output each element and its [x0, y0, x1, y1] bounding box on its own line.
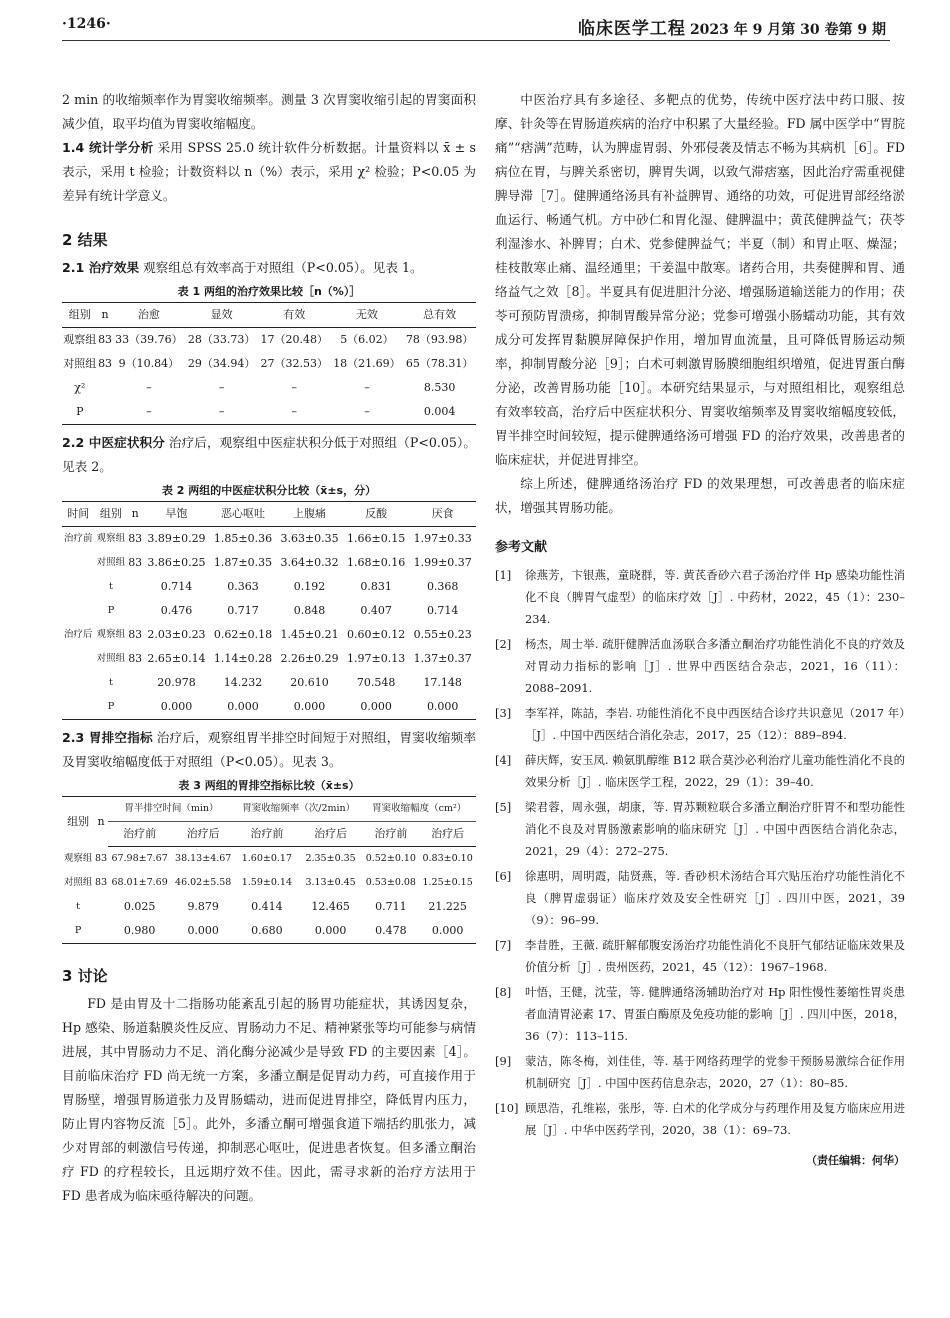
s23-text: 治疗后，观察组胃半排空时间短于对照组，胃窦收缩频率及胃窦收缩幅度低于对照组（P<0.05）。见表 3。	[62, 730, 476, 769]
table3-n-header: n	[94, 797, 108, 847]
table3-header-amplitude: 胃窦收缩幅度（cm²）	[362, 797, 476, 822]
table3-header-top	[62, 797, 476, 822]
table-row	[62, 647, 476, 671]
table-cell: 0.62±0.18	[213, 628, 273, 641]
table2-header-cell: 恶心呕吐	[210, 502, 277, 527]
table2-header-cell: 早饱	[143, 502, 210, 527]
reference-item	[495, 796, 905, 862]
table-row	[62, 847, 476, 872]
reference-number: [5]	[495, 800, 512, 814]
reference-text: 李军祥，陈詰，李岩. 功能性消化不良中西医结合诊疗共识意见（2017 年）［J］. 中国中西医结合消化杂志，2017，25（12）：889–894.	[525, 706, 905, 742]
table-cell: 对照组	[96, 557, 126, 568]
table-cell: 9（10.84）	[118, 357, 180, 370]
table-cell: 5（6.02）	[340, 333, 394, 346]
table-cell: 70.548	[356, 676, 396, 689]
reference-text: 杨杰，周士举. 疏肝健脾活血汤联合多潘立酮治疗功能性消化不良的疗效及对胃动力指标的影响［J］. 世界中西医结合杂志，2021，16（11）：2088–2091.	[525, 637, 905, 695]
table-cell: 0.53±0.08	[365, 877, 416, 888]
table-cell: 0.000	[299, 919, 363, 944]
reference-text: 叶悟，王健，沈莹，等. 健脾通络汤辅助治疗对 Hp 阳性慢性萎缩性胃炎患者血清胃泌素 17、胃蛋白酶原及免疫功能的影响［J］. 四川中医，2018，36（7）：113–115.	[525, 985, 905, 1043]
table2	[62, 501, 476, 720]
right-column	[495, 88, 905, 1173]
table-cell	[62, 575, 95, 599]
table-cell: 67.98±7.67	[111, 853, 168, 864]
table-row	[62, 695, 476, 720]
table1-header-cell: 显效	[185, 303, 258, 328]
table-cell: 1.60±0.17	[241, 853, 292, 864]
table3-subheader-cell: 治疗后	[299, 822, 363, 847]
table-row	[62, 400, 476, 425]
table-cell: 83	[128, 628, 143, 641]
reference-text: 顾思浩，孔维崧，张彤，等. 白术的化学成分与药理作用及复方临床应用进展［J］. 中华中医药学刊，2020，38（1）：69–73.	[525, 1101, 905, 1137]
table-cell	[98, 376, 113, 400]
table-row	[62, 919, 476, 944]
table-cell: 0.000	[343, 695, 410, 720]
s21-heading: 2.1 治疗效果	[62, 260, 140, 275]
table-cell: 0.55±0.23	[413, 628, 472, 641]
table-cell: 0.711	[375, 900, 407, 913]
table-cell: 29（34.94）	[187, 357, 256, 370]
reference-number: [6]	[495, 869, 512, 883]
table1-header-cell: 组别	[62, 303, 98, 328]
table-cell: 0.680	[235, 919, 299, 944]
stat-heading: 1.4 统计学分析	[62, 140, 154, 155]
reference-number: [1]	[495, 568, 512, 582]
reference-number: [2]	[495, 637, 512, 651]
table-cell: 1.97±0.13	[347, 652, 406, 665]
table-cell	[62, 647, 95, 671]
table-cell: P	[62, 919, 94, 944]
responsible-editor: （责任编辑：何华）	[806, 1154, 905, 1167]
table-cell: 0.407	[360, 604, 392, 617]
table-cell	[62, 671, 95, 695]
reference-text: 薛庆辉，安玉凤. 赖氨肌醇维 B12 联合莫沙必利治疗儿童功能性消化不良的效果分析［J］. 临床医学工程，2022，29（1）：39–40.	[525, 753, 905, 789]
journal-header	[578, 14, 886, 39]
table-cell: –	[113, 400, 186, 425]
stat-text: 采用 SPSS 25.0 统计软件分析数据。计量资料以 x̄ ± s 表示，采用 t 检验；计数资料以 n（%）表示，采用 χ² 检验；P<0.05 为差异有统计学意义。	[62, 140, 477, 203]
table-cell: –	[258, 400, 331, 425]
discussion-heading: 3 讨论	[62, 967, 108, 985]
table-cell: 46.02±5.58	[175, 877, 232, 888]
table-cell: 1.45±0.21	[280, 628, 339, 641]
table-cell: 38.13±4.67	[175, 853, 232, 864]
table3-subheader	[62, 822, 476, 847]
reference-list	[495, 564, 905, 1141]
table-cell: 0.368	[426, 580, 459, 593]
reference-item	[495, 981, 905, 1047]
table2-header	[62, 502, 476, 527]
reference-item	[495, 934, 905, 978]
table-cell: –	[364, 381, 370, 394]
table-cell	[127, 599, 143, 623]
table-cell: 0.025	[123, 900, 156, 913]
table1-caption: 表 1 两组的治疗效果比较［n（%）］	[177, 285, 361, 298]
table-cell: 3.63±0.35	[280, 532, 339, 545]
table-cell: 对照组	[96, 653, 126, 664]
table-cell: 0.000	[171, 919, 235, 944]
table-cell: 0.83±0.10	[422, 853, 473, 864]
table3-group-header: 组别	[62, 797, 94, 847]
table-cell: 3.89±0.29	[147, 532, 206, 545]
reference-text: 蒙洁，陈冬梅，刘佳佳，等. 基于网络药理学的党参干预肠易激综合征作用机制研究［J］. 中国中医药信息杂志，2020，27（1）：80–85.	[525, 1054, 905, 1090]
table-cell: 83	[128, 652, 143, 665]
table3	[62, 796, 476, 944]
left-column	[62, 88, 476, 1208]
table-cell	[127, 575, 143, 599]
reference-item	[495, 633, 905, 699]
table-cell: 1.14±0.28	[213, 652, 273, 665]
reference-item	[495, 1097, 905, 1141]
table-cell: 治疗后	[64, 629, 93, 640]
reference-number: [10]	[495, 1101, 519, 1115]
table-cell: 0.004	[403, 400, 476, 425]
table-cell: 83	[94, 877, 108, 888]
table-row	[62, 599, 476, 623]
table-cell: 2.26±0.29	[280, 652, 339, 665]
reference-number: [3]	[495, 706, 512, 720]
table-cell: 20.610	[290, 676, 329, 689]
references-heading: 参考文献	[495, 540, 548, 555]
s23-heading: 2.3 胃排空指标	[62, 730, 153, 745]
table-cell: 1.87±0.35	[213, 556, 273, 569]
reference-text: 徐惠明，周明霞，陆贤燕，等. 香砂枳术汤结合耳穴贴压治疗功能性消化不良（脾胃虚弱证）临床疗效及安全性研究［J］. 四川中医，2021，39（9）：96–99.	[525, 869, 905, 927]
header-rule	[62, 40, 890, 41]
table-cell: P	[62, 400, 98, 425]
s22-heading: 2.2 中医症状积分	[62, 435, 165, 450]
reference-item	[495, 564, 905, 630]
table-cell: t	[76, 901, 80, 912]
table-cell: 0.000	[143, 695, 210, 720]
table-row	[62, 376, 476, 400]
reference-item	[495, 1050, 905, 1094]
reference-text: 梁君蓉，周永强，胡康，等. 胃苏颗粒联合多潘立酮治疗肝胃不和型功能性消化不良及对胃肠激素影响的临床研究［J］. 中国中西医结合消化杂志，2021，29（4）：272–275.	[525, 800, 905, 858]
table-cell: 0.000	[409, 695, 476, 720]
table-cell: 83	[128, 532, 143, 545]
table-cell: 0.980	[108, 919, 172, 944]
table-cell: 治疗前	[64, 533, 93, 544]
table-cell: 2.65±0.14	[147, 652, 206, 665]
page-number: ·1246·	[62, 16, 111, 32]
table-cell	[98, 400, 113, 425]
table-cell: χ²	[74, 381, 86, 394]
journal-issue: 2023 年 9 月第 30 卷第 9 期	[689, 22, 886, 38]
table-cell: 0.476	[160, 604, 193, 617]
table3-subheader-cell: 治疗前	[108, 822, 172, 847]
table-cell: 3.13±0.45	[305, 877, 356, 888]
table-cell: 83	[98, 357, 113, 370]
table-cell: 28（33.73）	[187, 333, 256, 346]
methods-continued: 2 min 的收缩频率作为胃窦收缩频率。测量 3 次胃窦收缩引起的胃窦面积减少值，取平均值为胃窦收缩幅度。	[62, 92, 476, 131]
table-row	[62, 527, 476, 552]
table-cell: 8.530	[423, 381, 456, 394]
table3-caption: 表 3 两组的胃排空指标比较（x̄±s）	[178, 779, 360, 792]
table-cell	[94, 895, 108, 919]
table3-subheader-cell: 治疗前	[235, 822, 299, 847]
table-cell: P	[95, 695, 128, 720]
table-cell: 观察组	[63, 333, 97, 346]
table-cell: t	[108, 581, 113, 592]
table-cell	[62, 599, 95, 623]
s22-text: 治疗后，观察组中医症状积分低于对照组（P<0.05）。见表 2。	[62, 435, 476, 474]
table-cell: 观察组	[96, 629, 126, 640]
table2-header-cell: 组别	[95, 502, 128, 527]
table2-caption: 表 2 两组的中医症状积分比较（x̄±s，分）	[161, 484, 377, 497]
table-cell: 12.465	[311, 900, 350, 913]
table-cell: 3.64±0.32	[280, 556, 339, 569]
table2-header-cell: n	[127, 502, 143, 527]
table-cell: 21.225	[428, 900, 467, 913]
table1-header-cell: 治愈	[113, 303, 186, 328]
table-cell: 0.192	[293, 580, 326, 593]
table3-subheader-cell: 治疗前	[362, 822, 419, 847]
table2-header-cell: 上腹痛	[276, 502, 343, 527]
table-cell: 83	[128, 556, 143, 569]
table-cell: 0.831	[360, 580, 392, 593]
table-cell: 1.68±0.16	[347, 556, 406, 569]
reference-number: [9]	[495, 1054, 512, 1068]
table-cell: 27（32.53）	[260, 357, 329, 370]
table2-header-cell: 厌食	[409, 502, 476, 527]
table1-header-cell: 有效	[258, 303, 331, 328]
table2-header-cell: 时间	[62, 502, 95, 527]
table-cell: 20.978	[157, 676, 196, 689]
reference-item	[495, 749, 905, 793]
journal-name: 临床医学工程	[577, 19, 686, 39]
table-cell: –	[331, 400, 404, 425]
table-cell: 2.35±0.35	[305, 853, 356, 864]
s22-paragraph	[62, 431, 476, 479]
table-cell: 65（78.31）	[405, 357, 474, 370]
table-cell: 1.25±0.15	[422, 877, 473, 888]
table1-header-cell: 无效	[331, 303, 404, 328]
table-cell: 1.37±0.37	[413, 652, 472, 665]
table-cell: –	[291, 381, 298, 394]
table3-header-emptying: 胃半排空时间（min）	[108, 797, 235, 822]
table-cell: t	[108, 677, 113, 688]
table-cell: 1.97±0.33	[413, 532, 472, 545]
table-row	[62, 551, 476, 575]
table-cell: 33（39.76）	[115, 333, 183, 346]
table3-header-frequency: 胃窦收缩频率（次/2min）	[235, 797, 362, 822]
s23-paragraph	[62, 726, 476, 774]
discussion-paragraph: FD 是由胃及十二指肠功能紊乱引起的肠胃功能症状，其诱因复杂，Hp 感染、肠道黏膜炎性反应、胃肠动力不足、精神紧张等均可能参与病情进展，其中胃肠动力不足、消化酶分泌减少是导致 FD 的主要因素［4］。目前临床治疗 FD 尚无统一方案，多潘立酮是促胃动力药，可直接作用于胃肠壁，增强胃肠道张力及胃肠蠕动，进而促进胃排空，降低胃内压力，防止胃内容物反流［5］。此外，多潘立酮可增强食道下端括约肌张力，减少对胃部的刺激信号传递，抑制恶心呕吐，促进患者恢复。但多潘立酮治疗 FD 的疗程较长，且远期疗效不佳。因此，需寻求新的治疗方法用于 FD 患者成为临床亟待解决的问题。	[62, 996, 476, 1203]
table-cell: 18（21.69）	[333, 357, 401, 370]
table-cell: –	[185, 400, 258, 425]
table-cell: 0.714	[160, 580, 193, 593]
table-cell: 0.414	[251, 900, 283, 913]
table3-subheader-cell: 治疗后	[419, 822, 476, 847]
table1-header	[62, 303, 476, 328]
table-cell: 0.717	[227, 604, 259, 617]
table-cell: P	[107, 605, 115, 616]
table-cell: 对照组	[63, 357, 97, 370]
table-cell: 观察组	[96, 533, 126, 544]
table-cell	[94, 919, 108, 944]
table-cell: –	[146, 381, 152, 394]
table-cell: 83	[98, 333, 113, 346]
table-cell: 9.879	[187, 900, 219, 913]
table-cell: 0.000	[276, 695, 343, 720]
table-cell: 68.01±7.69	[111, 877, 168, 888]
table-cell	[62, 551, 95, 575]
table-row	[62, 623, 476, 647]
table-cell: 对照组	[63, 877, 93, 888]
reference-text: 李昔胜，王薇. 疏肝解郁腹安汤治疗功能性消化不良肝气郁结证临床效果及价值分析［J］. 贵州医药，2021，45（12）：1967–1968.	[525, 938, 905, 974]
table-cell	[127, 671, 143, 695]
reference-text: 徐燕芳，卞银燕，童晓群，等. 黄芪香砂六君子汤治疗伴 Hp 感染功能性消化不良（脾胃气虚型）的临床疗效［J］. 中药材，2022，45（1）：230–234.	[525, 568, 905, 626]
table-row	[62, 575, 476, 599]
table-cell: 0.000	[419, 919, 476, 944]
table-cell: 1.59±0.14	[241, 877, 292, 888]
table-row	[62, 328, 476, 353]
s21-text: 观察组总有效率高于对照组（P<0.05）。见表 1。	[143, 260, 423, 275]
stat-paragraph	[62, 136, 476, 208]
table-cell: 78（93.98）	[405, 333, 474, 346]
table-cell: 0.714	[426, 604, 459, 617]
table-row	[62, 871, 476, 895]
table-cell: 2.03±0.23	[147, 628, 206, 641]
conclusion-paragraph: 综上所述，健脾通络汤治疗 FD 的效果理想，可改善患者的临床症状，增强其胃肠功能。	[495, 476, 905, 515]
table-cell: 0.60±0.12	[347, 628, 406, 641]
table-row	[62, 671, 476, 695]
table-cell: 1.99±0.37	[413, 556, 472, 569]
reference-item	[495, 865, 905, 931]
table1-header-cell: 总有效	[403, 303, 476, 328]
table-cell: 14.232	[223, 676, 263, 689]
table-cell: 观察组	[63, 852, 93, 864]
table3-subheader-cell: 治疗后	[171, 822, 235, 847]
reference-number: [7]	[495, 938, 512, 952]
s21-paragraph	[62, 256, 476, 280]
discussion-paragraph-2: 中医治疗具有多途径、多靶点的优势，传统中医疗法中药口服、按摩、针灸等在胃肠道疾病的治疗中积累了大量经验。FD 属中医学中“胃脘痛”“痞满”范畴，认为脾虚胃弱、外邪侵袭及情志不畅为其病机［6］。FD 病位在胃，与脾关系密切，脾胃失调，以致气滞痞塞，因此治疗需重视健脾导滞［7］。健脾通络汤具有补益脾胃、通络的功效，可促进胃部经络淤血运行、畅通气机。方中砂仁和胃化湿、健脾温中；黄芪健脾益气；茯苓利湿渗水、补脾胃；白术、党参健脾益气；半夏（制）和胃止呕、燥湿；桂枝散寒止痛、温经通里；干姜温中散寒。诸药合用，共奏健脾和胃、通络益气之效［8］。半夏具有促进胆汁分泌、增强肠道输送能力的作用；茯苓可预防胃溃疡，抑制胃酸异常分泌；党参可增强小肠蠕动功能，其有效成分可发挥胃黏膜屏障保护作用，增加胃血流量，且可降低胃肠运动频率，抑制胃酸分泌［9］；白术可刺激胃肠膜细胞组织增殖，促进胃蛋白酶分泌，改善胃肠功能［10］。本研究结果显示，与对照组相比，观察组总有效率较高，治疗后中医症状积分、胃窦收缩频率及胃窦收缩幅度较低，胃半排空时间较短，提示健脾通络汤可增强 FD 的治疗效果，改善患者的临床症状，并促进胃排空。	[495, 92, 905, 467]
table-cell: 1.85±0.36	[213, 532, 273, 545]
table-cell: 3.86±0.25	[147, 556, 206, 569]
table-cell: 17（20.48）	[260, 333, 329, 346]
table-cell: 17.148	[423, 676, 462, 689]
reference-number: [4]	[495, 753, 512, 767]
table-cell: 0.478	[362, 919, 419, 944]
table-cell: 0.848	[293, 604, 326, 617]
table-row	[62, 352, 476, 376]
table-cell: 0.000	[210, 695, 277, 720]
table-cell: –	[218, 381, 225, 394]
table1	[62, 302, 476, 425]
table-cell: 1.66±0.15	[347, 532, 406, 545]
table1-header-cell: n	[98, 303, 113, 328]
table-row	[62, 895, 476, 919]
table2-header-cell: 反酸	[343, 502, 410, 527]
reference-item	[495, 702, 905, 746]
results-heading: 2 结果	[62, 231, 108, 249]
table-cell	[62, 695, 95, 720]
reference-number: [8]	[495, 985, 512, 999]
table-cell	[127, 695, 143, 720]
table-cell: 0.363	[227, 580, 259, 593]
table-cell: 0.52±0.10	[365, 853, 416, 864]
table-cell: 83	[94, 852, 108, 864]
